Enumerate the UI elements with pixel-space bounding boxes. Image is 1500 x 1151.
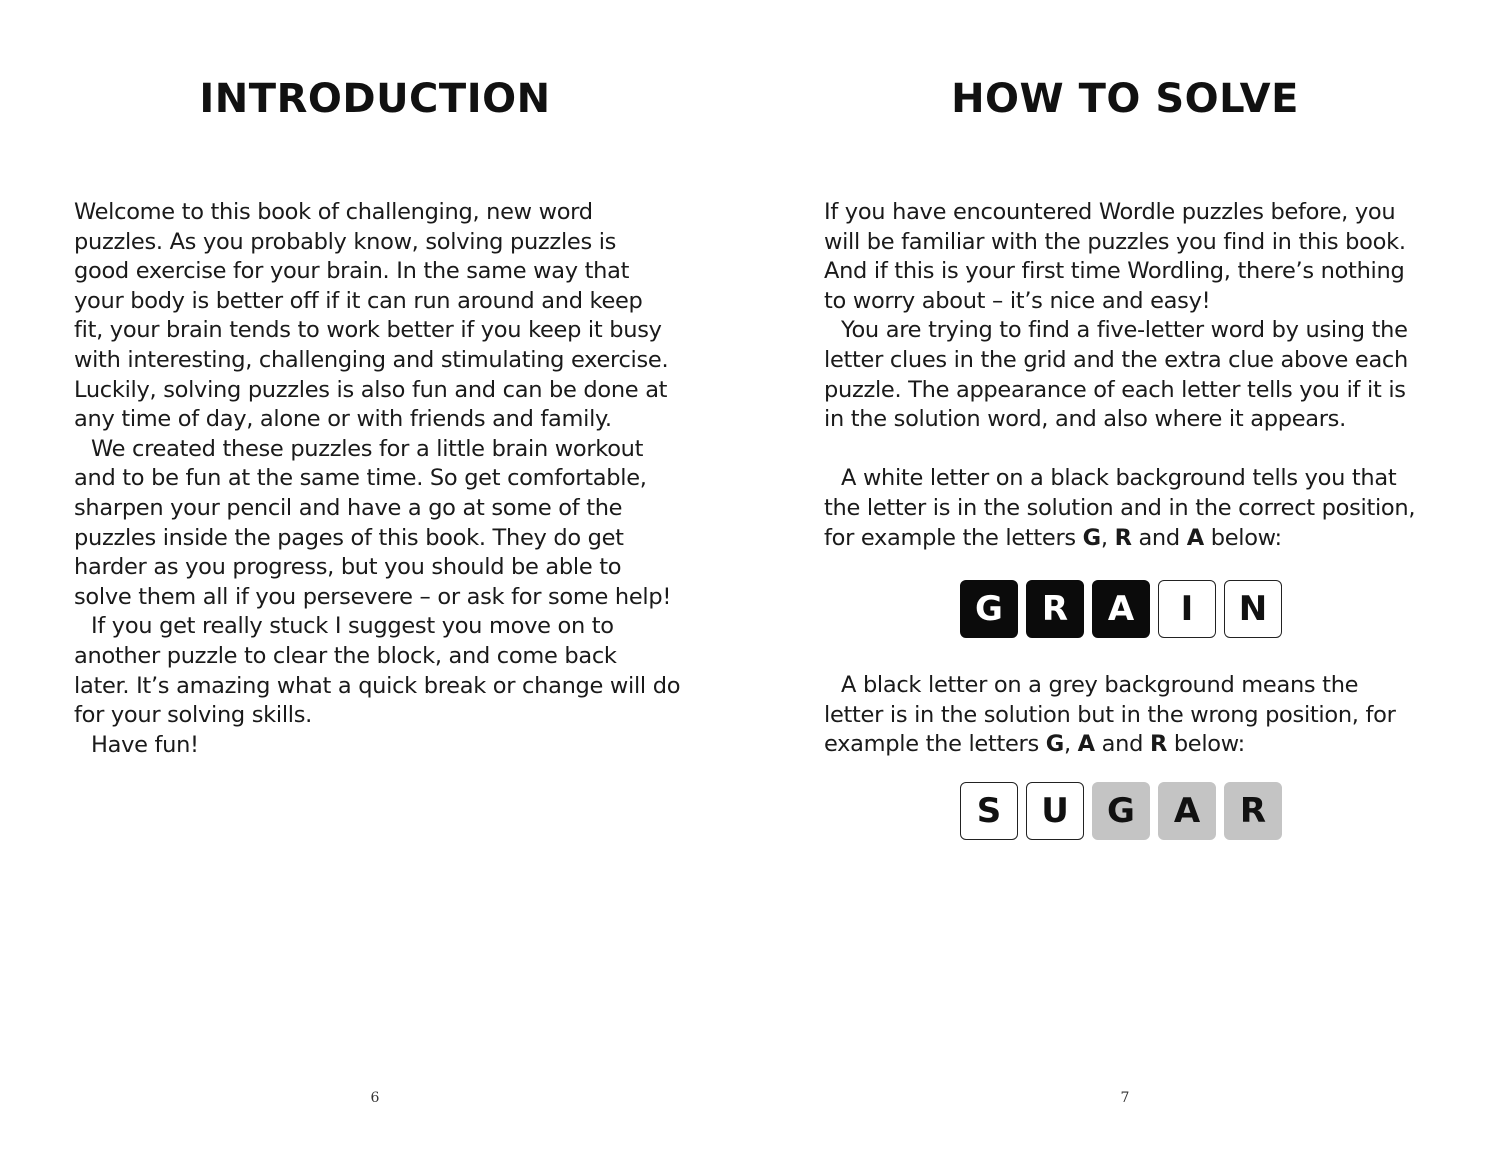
text-line: your body is better off if it can run around and keep (74, 287, 643, 314)
text-line: Have fun! (91, 731, 199, 758)
letter-tile-absent: U (1026, 782, 1084, 840)
letter-tile-correct: A (1092, 580, 1150, 638)
paragraph-gap (824, 435, 1444, 465)
text-line: sharpen your pencil and have a go at some of the (74, 494, 623, 521)
bold-letter: G (1082, 524, 1101, 551)
text-run: and (1131, 524, 1187, 551)
text-line: puzzles inside the pages of this book. They do get (74, 524, 624, 551)
text-line: in the solution word, and also where it appears. (824, 406, 1346, 433)
text-line: harder as you progress, but you should be able to (74, 554, 622, 581)
example-sugar-tiles (960, 782, 1282, 840)
text-line: letter is in the solution but in the wrong position, for (824, 701, 1396, 728)
text-line: later. It’s amazing what a quick break or change will do (74, 672, 681, 699)
text-line: Luckily, solving puzzles is also fun and can be done at (74, 376, 668, 403)
letter-tile-correct: R (1026, 580, 1084, 638)
letter-tile-present: A (1158, 782, 1216, 840)
text-line: If you have encountered Wordle puzzles before, you (824, 199, 1396, 225)
letter-tile-correct: G (960, 580, 1018, 638)
text-run: example the letters (824, 731, 1046, 758)
text-line: with interesting, challenging and stimulating exercise. (74, 346, 669, 373)
text-line: We created these puzzles for a little brain workout (91, 435, 644, 462)
example-grain-tiles (960, 580, 1282, 638)
how-to-solve-text (824, 198, 1444, 553)
text-run: below: (1166, 731, 1245, 758)
text-line: good exercise for your brain. In the same way that (74, 258, 630, 285)
letter-tile-absent: N (1224, 580, 1282, 638)
bold-letter: A (1186, 524, 1204, 551)
text-line: If you get really stuck I suggest you move on to (91, 613, 614, 640)
page-title-introduction: INTRODUCTION (199, 76, 551, 122)
letter-tile-present: R (1224, 782, 1282, 840)
text-line: and to be fun at the same time. So get comfortable, (74, 465, 647, 492)
letter-tile-absent: I (1158, 580, 1216, 638)
text-line: A black letter on a grey background means the (841, 672, 1359, 698)
bold-letter: R (1114, 524, 1132, 551)
text-line: You are trying to find a five-letter word by using the (841, 317, 1408, 344)
how-to-solve-text-2 (824, 671, 1444, 760)
text-run: , (1100, 524, 1115, 551)
text-line: puzzles. As you probably know, solving puzzles is (74, 228, 617, 255)
text-line: will be familiar with the puzzles you find in this book. (824, 228, 1406, 255)
text-run: below: (1203, 524, 1282, 551)
bold-letter: A (1077, 731, 1095, 758)
text-line: A white letter on a black background tells you that (841, 465, 1397, 492)
page-title-how-to-solve: HOW TO SOLVE (951, 76, 1299, 122)
text-line: to worry about – it’s nice and easy! (824, 287, 1211, 314)
introduction-text (74, 198, 694, 760)
text-run: , (1063, 731, 1078, 758)
text-line: fit, your brain tends to work better if you keep it busy (74, 317, 662, 344)
text-line: any time of day, alone or with friends and family. (74, 406, 612, 433)
text-run: for example the letters (824, 524, 1083, 551)
page-number: 6 (370, 1090, 380, 1106)
text-line: And if this is your first time Wordling, there’s nothing (824, 258, 1405, 285)
text-line (824, 730, 1444, 760)
bold-letter: R (1149, 731, 1167, 758)
text-line: the letter is in the solution and in the correct position, (824, 494, 1416, 521)
right-page (750, 0, 1500, 1151)
letter-tile-present: G (1092, 782, 1150, 840)
bold-letter: G (1045, 731, 1064, 758)
text-line: letter clues in the grid and the extra clue above each (824, 346, 1408, 373)
text-line (824, 524, 1444, 554)
letter-tile-absent: S (960, 782, 1018, 840)
text-line: another puzzle to clear the block, and come back (74, 642, 617, 669)
text-run: and (1094, 731, 1150, 758)
page-number: 7 (1120, 1090, 1130, 1106)
text-line: solve them all if you persevere – or ask for some help! (74, 583, 672, 610)
text-line: Welcome to this book of challenging, new word (74, 199, 593, 225)
text-line: puzzle. The appearance of each letter tells you if it is (824, 376, 1406, 403)
text-line: for your solving skills. (74, 702, 313, 729)
